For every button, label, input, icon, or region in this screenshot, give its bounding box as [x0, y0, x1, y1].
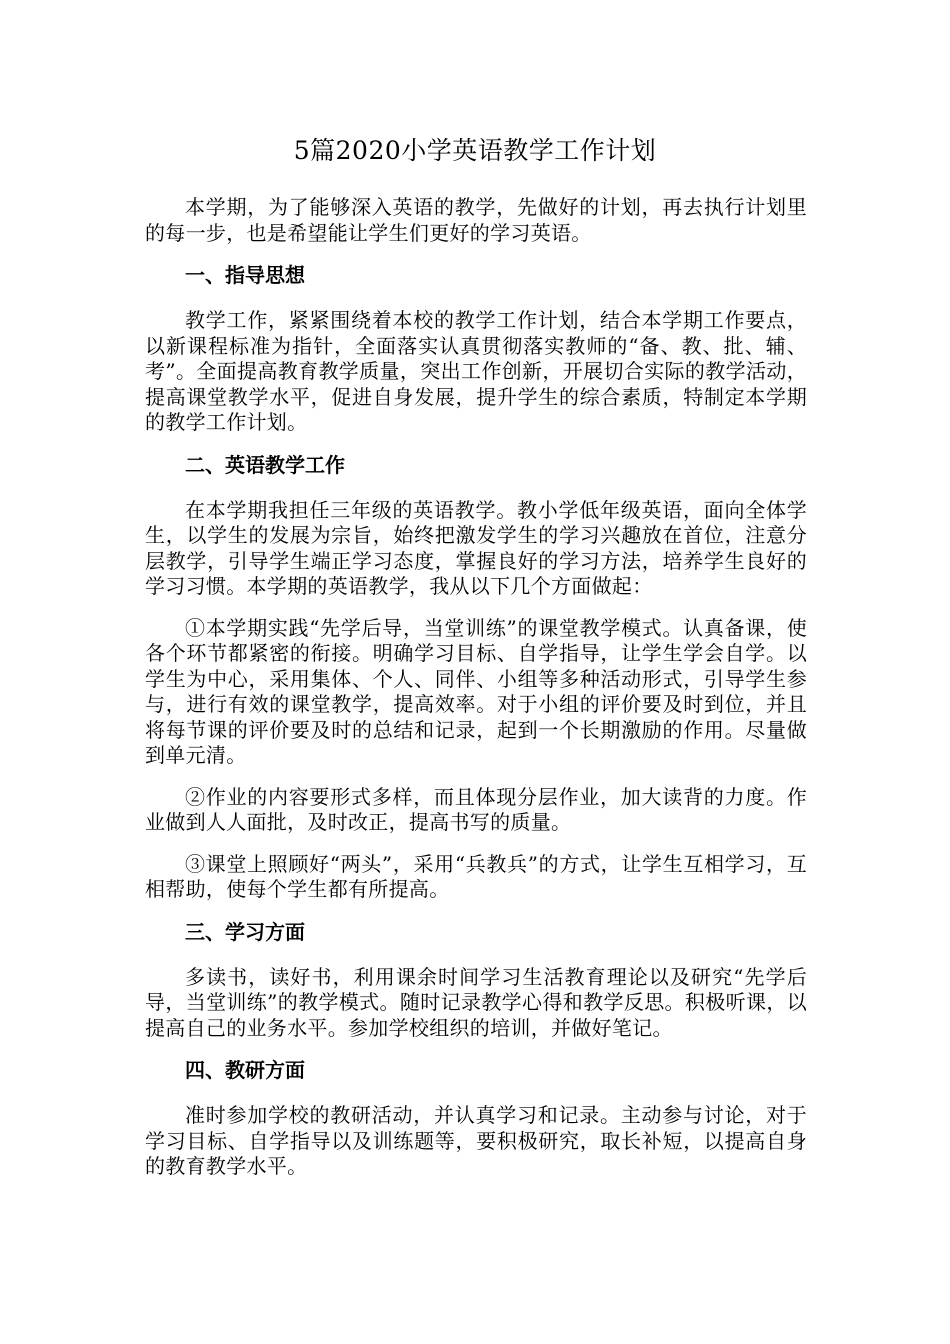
section-paragraph: 教学工作，紧紧围绕着本校的教学工作计划，结合本学期工作要点，以新课程标准为指针，全面落实认真贯彻落实教师的“备、教、批、辅、考”。全面提高教育教学质量，突出工作创新，开展切合实际的教学活动，提高课堂教学水平，促进自身发展，提升学生的综合素质，特制定本学期的教学工作计划。	[145, 308, 807, 434]
section-paragraph: ③课堂上照顾好“两头”，采用“兵教兵”的方式，让学生互相学习，互相帮助，使每个学生都有所提高。	[145, 851, 807, 901]
section-paragraph: ②作业的内容要形式多样，而且体现分层作业，加大读背的力度。作业做到人人面批，及时改正，提高书写的质量。	[145, 784, 807, 834]
section-paragraph: 多读书，读好书，利用课余时间学习生活教育理论以及研究“先学后导，当堂训练”的教学模式。随时记录教学心得和教学反思。积极听课，以提高自己的业务水平。参加学校组织的培训，并做好笔记。	[145, 964, 807, 1040]
section-paragraph: 准时参加学校的教研活动，并认真学习和记录。主动参与讨论，对于学习目标、自学指导以及训练题等，要积极研究，取长补短，以提高自身的教育教学水平。	[145, 1103, 807, 1178]
section-guiding-ideology	[145, 262, 807, 436]
section-paragraph: ①本学期实践“先学后导，当堂训练”的课堂教学模式。认真备课，使各个环节都紧密的衔接。明确学习目标、自学指导，让学生学会自学。以学生为中心，采用集体、个人、同伴、小组等多种活动形式，引导学生参与，进行有效的课堂教学，提高效率。对于小组的评价要及时到位，并且将每节课的评价要及时的总结和记录，起到一个长期激励的作用。尽量做到单元清。	[145, 615, 807, 767]
document-body	[145, 195, 807, 1196]
section-heading: 一、指导思想	[185, 263, 305, 287]
intro-paragraph: 本学期，为了能够深入英语的教学，先做好的计划，再去执行计划里的每一步，也是希望能让学生们更好的学习英语。	[145, 195, 807, 245]
section-heading: 三、学习方面	[185, 919, 305, 944]
section-paragraph: 在本学期我担任三年级的英语教学。教小学低年级英语，面向全体学生，以学生的发展为宗旨，始终把激发学生的学习兴趣放在首位，注意分层教学，引导学生端正学习态度，掌握良好的学习方法，培养学生良好的学习习惯。本学期的英语教学，我从以下几个方面做起：	[145, 497, 807, 598]
document-title: 5篇2020小学英语教学工作计划	[293, 136, 657, 165]
section-teaching-research	[145, 1057, 807, 1180]
section-english-teaching	[145, 452, 807, 903]
section-heading: 四、教研方面	[185, 1058, 305, 1082]
section-learning	[145, 919, 807, 1042]
section-heading: 二、英语教学工作	[185, 452, 345, 477]
